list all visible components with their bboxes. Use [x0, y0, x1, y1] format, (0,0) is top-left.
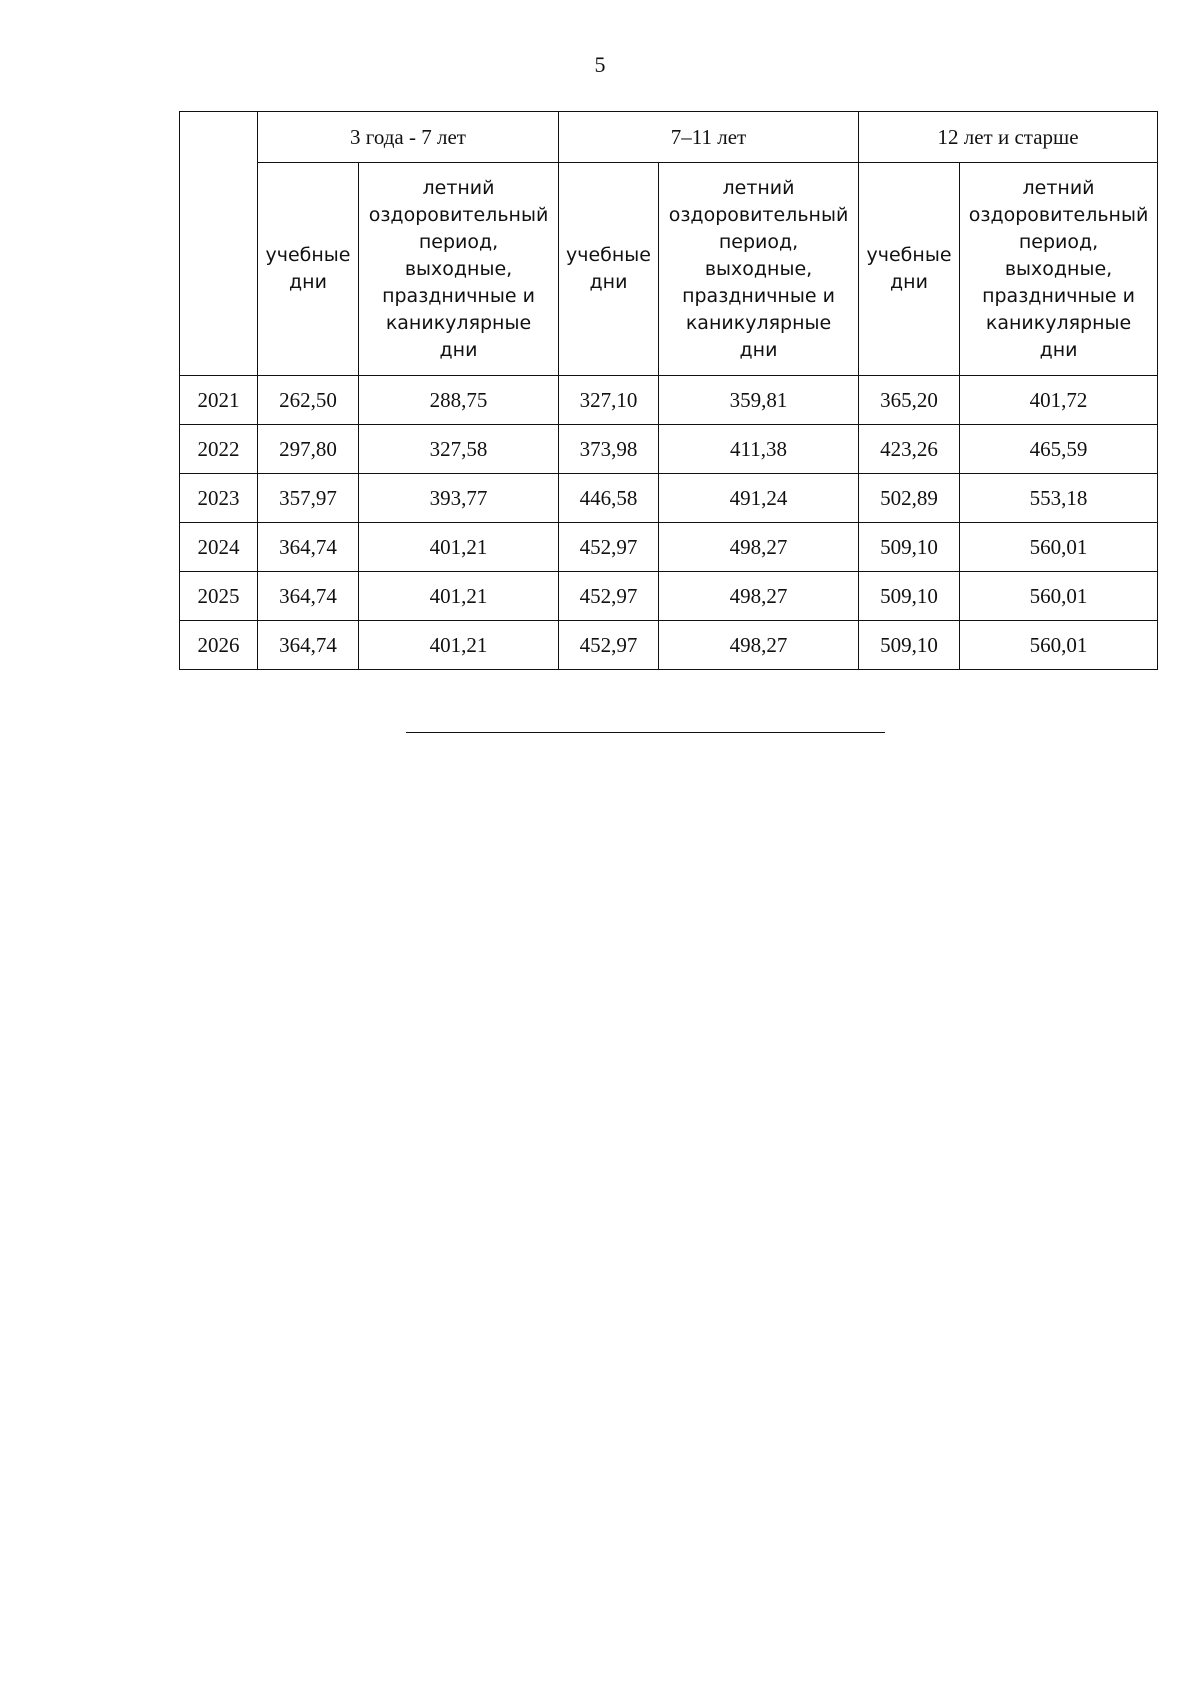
value-cell: 364,74	[258, 572, 359, 621]
year-cell: 2024	[180, 523, 258, 572]
value-cell: 401,21	[359, 621, 559, 670]
value-cell: 452,97	[559, 523, 659, 572]
value-cell: 452,97	[559, 621, 659, 670]
table-row	[180, 523, 1158, 572]
value-cell: 393,77	[359, 474, 559, 523]
value-cell: 364,74	[258, 621, 359, 670]
value-cell: 560,01	[960, 621, 1158, 670]
year-cell: 2022	[180, 425, 258, 474]
table-row	[180, 474, 1158, 523]
value-cell: 327,10	[559, 376, 659, 425]
value-cell: 288,75	[359, 376, 559, 425]
value-cell: 498,27	[659, 621, 859, 670]
value-cell: 553,18	[960, 474, 1158, 523]
value-cell: 401,21	[359, 523, 559, 572]
value-cell: 446,58	[559, 474, 659, 523]
value-cell: 491,24	[659, 474, 859, 523]
value-cell: 359,81	[659, 376, 859, 425]
year-cell: 2021	[180, 376, 258, 425]
cost-table	[179, 111, 1158, 670]
value-cell: 509,10	[859, 572, 960, 621]
value-cell: 509,10	[859, 523, 960, 572]
value-cell: 509,10	[859, 621, 960, 670]
value-cell: 498,27	[659, 572, 859, 621]
value-cell: 373,98	[559, 425, 659, 474]
subheader-cell: учебные дни	[258, 163, 359, 376]
value-cell: 364,74	[258, 523, 359, 572]
subheader-cell: летний оздоровительный период, выходные, праздничные и каникулярные дни	[960, 163, 1158, 376]
value-cell: 465,59	[960, 425, 1158, 474]
value-cell: 357,97	[258, 474, 359, 523]
end-of-document-rule	[406, 732, 885, 733]
year-cell: 2026	[180, 621, 258, 670]
table-row	[180, 572, 1158, 621]
group-header-7-11: 7–11 лет	[559, 112, 859, 163]
subheader-cell: летний оздоровительный период, выходные, праздничные и каникулярные дни	[359, 163, 559, 376]
value-cell: 560,01	[960, 572, 1158, 621]
table-row	[180, 425, 1158, 474]
table-group-header-row	[180, 112, 1158, 163]
value-cell: 401,21	[359, 572, 559, 621]
year-cell: 2025	[180, 572, 258, 621]
value-cell: 365,20	[859, 376, 960, 425]
value-cell: 502,89	[859, 474, 960, 523]
page-number: 5	[594, 52, 606, 77]
value-cell: 401,72	[960, 376, 1158, 425]
value-cell: 423,26	[859, 425, 960, 474]
value-cell: 411,38	[659, 425, 859, 474]
table-row	[180, 621, 1158, 670]
value-cell: 327,58	[359, 425, 559, 474]
subheader-cell: учебные дни	[559, 163, 659, 376]
value-cell: 262,50	[258, 376, 359, 425]
value-cell: 498,27	[659, 523, 859, 572]
value-cell: 297,80	[258, 425, 359, 474]
value-cell: 452,97	[559, 572, 659, 621]
value-cell: 560,01	[960, 523, 1158, 572]
table-row	[180, 376, 1158, 425]
table-subheader-row	[180, 163, 1158, 376]
table-corner-cell	[180, 112, 258, 376]
group-header-3-7: 3 года - 7 лет	[258, 112, 559, 163]
subheader-cell: учебные дни	[859, 163, 960, 376]
year-cell: 2023	[180, 474, 258, 523]
subheader-cell: летний оздоровительный период, выходные, праздничные и каникулярные дни	[659, 163, 859, 376]
group-header-12-plus: 12 лет и старше	[859, 112, 1158, 163]
